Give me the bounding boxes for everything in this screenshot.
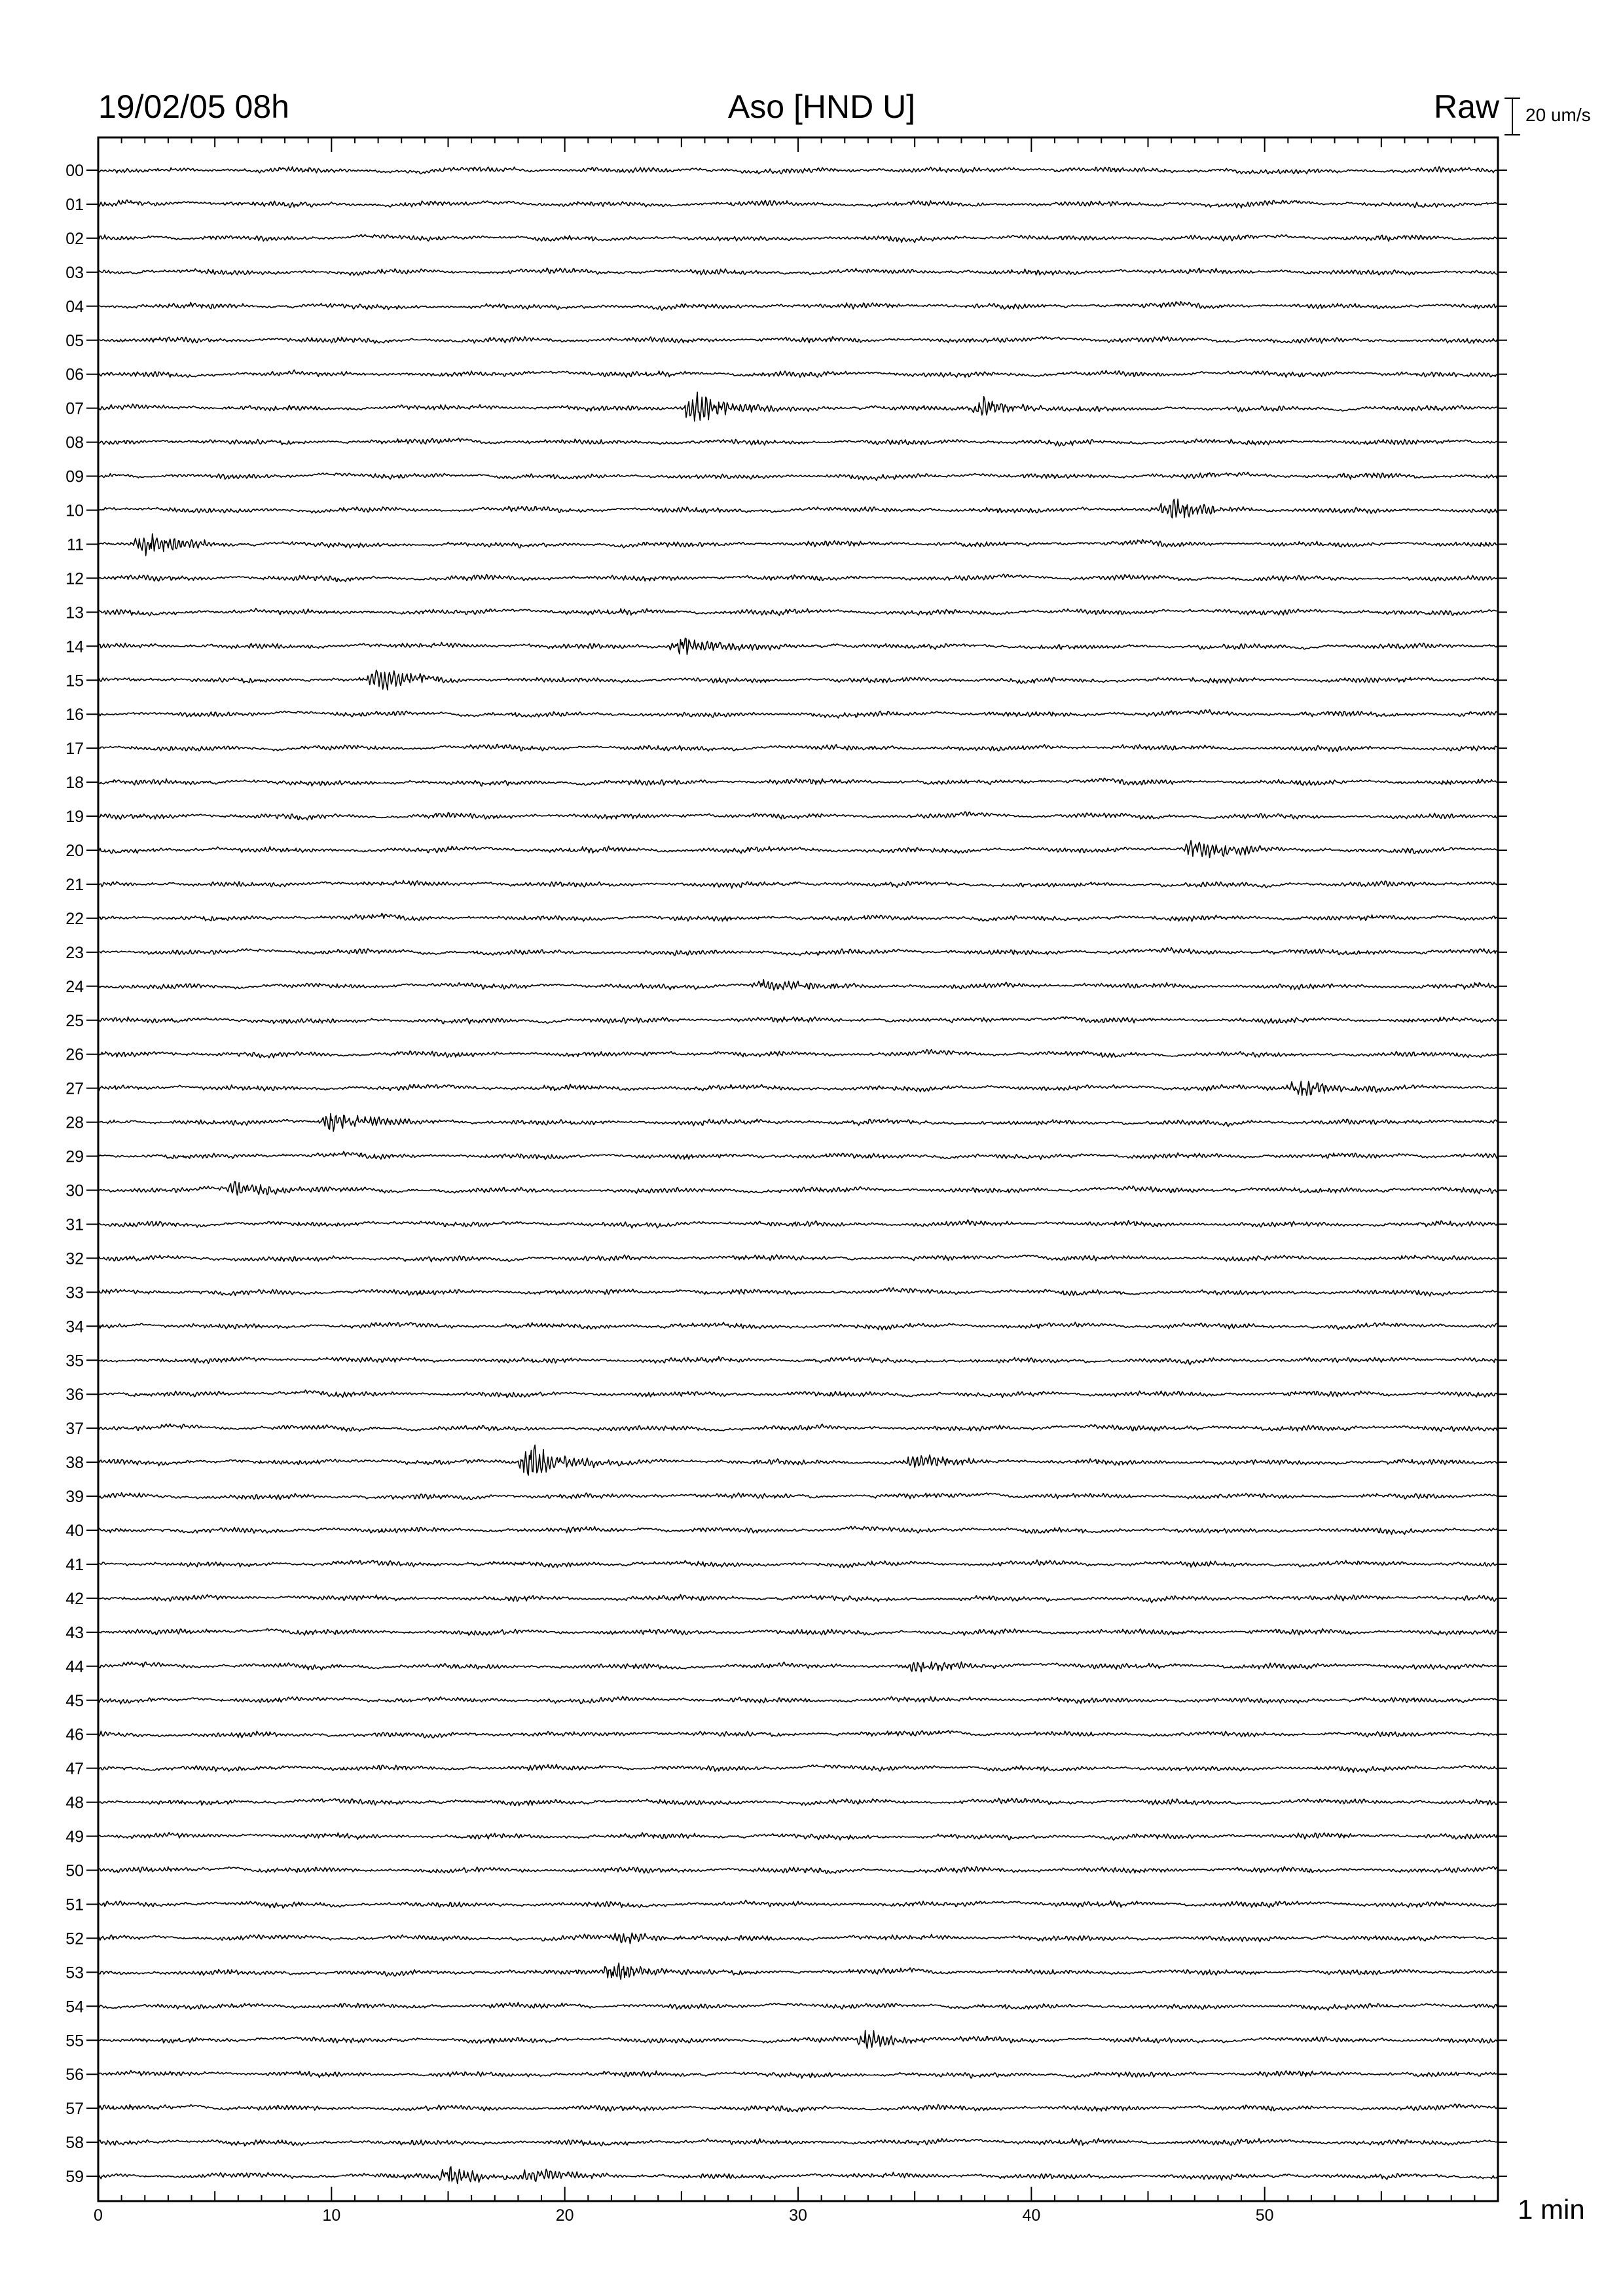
row-label: 04 bbox=[65, 297, 84, 316]
trace-line bbox=[98, 1255, 1498, 1262]
row-label: 14 bbox=[65, 637, 84, 656]
row-label: 42 bbox=[65, 1589, 84, 1608]
row-label: 03 bbox=[65, 263, 84, 282]
trace-line bbox=[98, 2002, 1498, 2010]
row-label: 40 bbox=[65, 1522, 84, 1540]
row-label: 16 bbox=[65, 706, 84, 725]
row-label: 12 bbox=[65, 569, 84, 588]
row-label: 59 bbox=[65, 2168, 84, 2187]
row-label: 51 bbox=[65, 1895, 84, 1914]
trace-line bbox=[98, 812, 1498, 820]
trace-line bbox=[98, 1867, 1498, 1874]
row-label: 39 bbox=[65, 1488, 84, 1507]
row-label: 08 bbox=[65, 433, 84, 452]
row-label: 33 bbox=[65, 1283, 84, 1302]
header-mode: Raw bbox=[1434, 88, 1500, 125]
row-label: 36 bbox=[65, 1386, 84, 1405]
row-label: 24 bbox=[65, 977, 84, 996]
row-label: 29 bbox=[65, 1147, 84, 1166]
trace-line bbox=[98, 744, 1498, 751]
row-label: 34 bbox=[65, 1318, 84, 1336]
row-label: 07 bbox=[65, 399, 84, 418]
trace-line bbox=[98, 1933, 1498, 1943]
row-label: 48 bbox=[65, 1793, 84, 1812]
trace-line bbox=[98, 948, 1498, 956]
trace-line bbox=[98, 2030, 1498, 2048]
trace-line bbox=[98, 880, 1498, 888]
trace-line bbox=[98, 1731, 1498, 1738]
trace-line bbox=[98, 336, 1498, 343]
trace-line bbox=[98, 670, 1498, 690]
trace-line bbox=[98, 1322, 1498, 1330]
trace-line bbox=[98, 1081, 1498, 1096]
trace-line bbox=[98, 2167, 1498, 2184]
row-label: 58 bbox=[65, 2134, 84, 2153]
plot-frame bbox=[98, 137, 1498, 2201]
trace-line bbox=[98, 1900, 1498, 1908]
row-label: 21 bbox=[65, 875, 84, 894]
x-axis-unit-label: 1 min bbox=[1518, 2194, 1585, 2225]
row-label: 10 bbox=[65, 501, 84, 520]
trace-line bbox=[98, 392, 1498, 421]
trace-line bbox=[98, 2104, 1498, 2112]
x-tick-label: 0 bbox=[94, 2206, 103, 2225]
row-label: 54 bbox=[65, 1998, 84, 2017]
row-label: 53 bbox=[65, 1964, 84, 1982]
trace-line bbox=[98, 1357, 1498, 1365]
trace-line bbox=[98, 1288, 1498, 1297]
row-label: 38 bbox=[65, 1454, 84, 1473]
trace-line bbox=[98, 302, 1498, 311]
x-tick-label: 10 bbox=[322, 2206, 341, 2225]
trace-line bbox=[98, 709, 1498, 718]
trace-line bbox=[98, 1424, 1498, 1432]
trace-line bbox=[98, 980, 1498, 990]
x-tick-label: 40 bbox=[1022, 2206, 1041, 2225]
trace-line bbox=[98, 1833, 1498, 1840]
row-label: 22 bbox=[65, 909, 84, 928]
row-label: 26 bbox=[65, 1045, 84, 1064]
trace-line bbox=[98, 1493, 1498, 1500]
trace-line bbox=[98, 778, 1498, 786]
trace-line bbox=[98, 574, 1498, 581]
trace-line bbox=[98, 1594, 1498, 1603]
trace-line bbox=[98, 913, 1498, 921]
scale-bar-label: 20 um/s bbox=[1525, 105, 1591, 125]
trace-line bbox=[98, 472, 1498, 480]
row-label: 27 bbox=[65, 1079, 84, 1098]
trace-line bbox=[98, 2138, 1498, 2145]
trace-line bbox=[98, 167, 1498, 174]
row-label: 41 bbox=[65, 1555, 84, 1574]
trace-line bbox=[98, 1696, 1498, 1704]
row-label: 17 bbox=[65, 740, 84, 759]
trace-line bbox=[98, 1113, 1498, 1131]
row-label: 00 bbox=[65, 162, 84, 180]
row-label: 32 bbox=[65, 1249, 84, 1268]
row-label: 28 bbox=[65, 1113, 84, 1132]
trace-line bbox=[98, 1445, 1498, 1475]
row-label: 45 bbox=[65, 1691, 84, 1710]
row-label: 09 bbox=[65, 467, 84, 486]
trace-line bbox=[98, 1390, 1498, 1398]
header-datetime: 19/02/05 08h bbox=[98, 88, 289, 125]
trace-line bbox=[98, 609, 1498, 616]
row-label: 44 bbox=[65, 1657, 84, 1676]
trace-line bbox=[98, 499, 1498, 518]
row-label: 11 bbox=[67, 535, 84, 554]
trace-line bbox=[98, 200, 1498, 207]
trace-line bbox=[98, 1798, 1498, 1806]
trace-line bbox=[98, 638, 1498, 655]
trace-line bbox=[98, 1662, 1498, 1672]
x-tick-label: 30 bbox=[789, 2206, 807, 2225]
x-tick-label: 20 bbox=[555, 2206, 574, 2225]
row-label: 20 bbox=[65, 842, 84, 860]
row-label: 43 bbox=[65, 1623, 84, 1642]
row-label: 52 bbox=[65, 1929, 84, 1948]
header-station: Aso [HND U] bbox=[727, 88, 916, 125]
trace-line bbox=[98, 1151, 1498, 1159]
row-label: 06 bbox=[65, 365, 84, 384]
row-label: 50 bbox=[65, 1861, 84, 1880]
scale-bar bbox=[1504, 98, 1520, 135]
trace-line bbox=[98, 235, 1498, 243]
row-label: 30 bbox=[65, 1181, 84, 1200]
trace-line bbox=[98, 840, 1498, 857]
row-label: 18 bbox=[65, 774, 84, 793]
row-label: 13 bbox=[65, 603, 84, 622]
row-label: 19 bbox=[65, 808, 84, 827]
row-label: 57 bbox=[65, 2100, 84, 2119]
row-label: 05 bbox=[65, 331, 84, 350]
trace-line bbox=[98, 1560, 1498, 1568]
row-label: 46 bbox=[65, 1725, 84, 1744]
row-label: 25 bbox=[65, 1011, 84, 1030]
trace-line bbox=[98, 1628, 1498, 1635]
row-label: 37 bbox=[65, 1420, 84, 1439]
trace-line bbox=[98, 1765, 1498, 1773]
row-label: 15 bbox=[65, 672, 84, 691]
row-label: 01 bbox=[65, 195, 84, 214]
trace-line bbox=[98, 1050, 1498, 1058]
row-label: 02 bbox=[65, 229, 84, 248]
row-label: 31 bbox=[65, 1215, 84, 1234]
trace-line bbox=[98, 1526, 1498, 1534]
row-label: 23 bbox=[65, 943, 84, 962]
trace-line bbox=[98, 268, 1498, 275]
trace-line bbox=[98, 438, 1498, 446]
row-label: 55 bbox=[65, 2032, 84, 2051]
trace-line bbox=[98, 2071, 1498, 2079]
trace-line bbox=[98, 1181, 1498, 1195]
trace-line bbox=[98, 534, 1498, 556]
row-label: 56 bbox=[65, 2066, 84, 2085]
trace-line bbox=[98, 1963, 1498, 1979]
row-label: 49 bbox=[65, 1827, 84, 1846]
trace-line bbox=[98, 370, 1498, 377]
x-tick-label: 50 bbox=[1255, 2206, 1274, 2225]
row-label: 35 bbox=[65, 1352, 84, 1371]
trace-line bbox=[98, 1220, 1498, 1229]
trace-line bbox=[98, 1017, 1498, 1024]
row-label: 47 bbox=[65, 1759, 84, 1778]
